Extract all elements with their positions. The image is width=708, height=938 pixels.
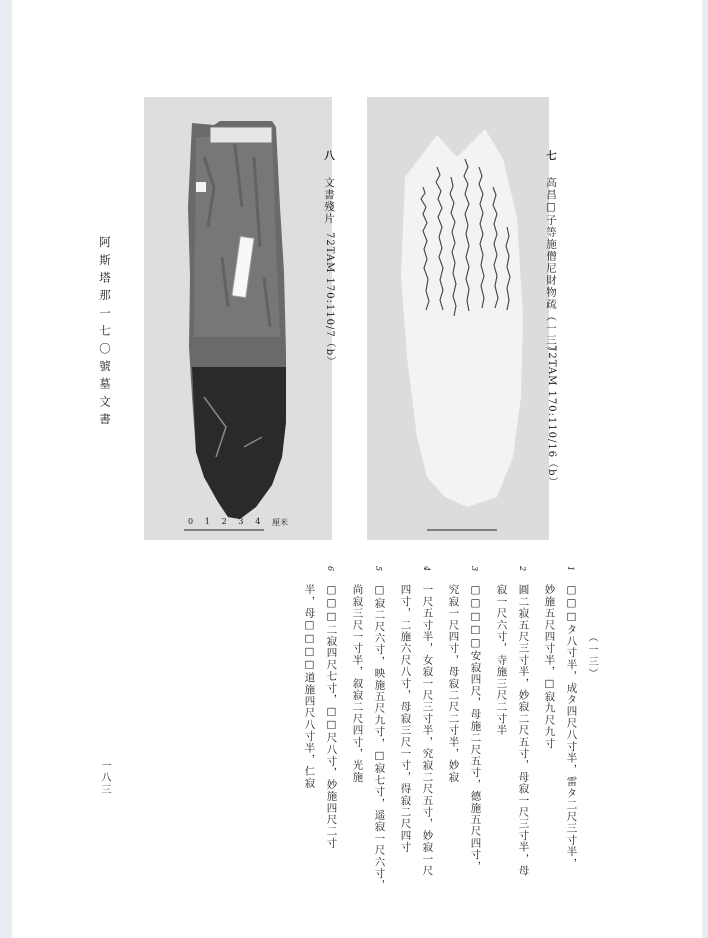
line-number: 2 <box>518 566 527 572</box>
fragment-image-7 <box>367 97 549 540</box>
line-number: 5 <box>374 566 383 572</box>
line-text: 尚寂三尺一寸半，叙寂二尺四寸，光施 <box>351 584 364 783</box>
line-text: □寂二尺六寸，映施五尺九寸，□寂七寸，遥寂一尺六寸， <box>373 584 386 892</box>
fragment-photo-7 <box>367 97 549 540</box>
line-text: 究寂一尺四寸，母寂二尺二寸半，妙寂 <box>447 584 460 783</box>
document-page <box>12 0 702 938</box>
line-number: 4 <box>422 566 431 572</box>
figure8-number: 八 <box>323 150 335 162</box>
line-number: 6 <box>326 566 335 572</box>
scale-tick-label: 1 <box>204 517 210 526</box>
line-text: 圓二寂五尺三寸半，妙寂二尺五寸，母寂一尺三寸半，母 <box>517 584 530 877</box>
figure7-title: 高昌□子等施僧尼財物疏（一三） <box>545 176 557 359</box>
line-text: □□□□□安寂四尺，母施二尺五寸，德施五尺四寸， <box>469 584 482 873</box>
line-number: 3 <box>470 566 479 572</box>
line-text: 半，母□□□□道施四尺八寸半，仁寂 <box>303 584 316 789</box>
fragment-image-8 <box>144 97 332 540</box>
fragment-photo-8 <box>144 97 332 540</box>
line-text: 一尺五寸半，女寂一尺三寸半，究寂二尺五寸，妙寂一尺 <box>421 584 434 877</box>
scale-tick-label: 3 <box>238 517 244 526</box>
figure7-caption <box>544 150 559 358</box>
running-title: 阿斯塔那一七〇號墓文書 <box>98 236 112 431</box>
line-text: 寂一尺六寸，寺施三尺二寸半 <box>495 584 508 737</box>
figure8-caption <box>322 150 337 225</box>
figure8-title: 文書殘片 <box>323 176 335 225</box>
section-label: （一三） <box>586 632 597 680</box>
scale-tick-label: 2 <box>221 517 227 526</box>
transcription <box>303 566 598 892</box>
line-text: 妙施五尺四寸半，□寂九尺九寸 <box>543 584 556 750</box>
scale-bar <box>188 517 288 528</box>
line-text: □□□タ八寸半，成タ四尺八寸半，雷タ二尺三寸半， <box>565 584 578 870</box>
line-text: □□□二寂四尺七寸，□□尺八寸，妙施四尺二寸 <box>325 584 338 849</box>
figure7-number: 七 <box>545 150 557 162</box>
scale-tick-label: 0 <box>188 517 194 526</box>
figure8-ref: 72TAM 170:110/7（b） <box>324 232 335 368</box>
scale-unit: 厘米 <box>271 518 288 527</box>
line-text: 四寸，二施六尺八寸，母寂三尺一寸，得寂二尺四寸 <box>399 584 412 854</box>
scale-tick-label: 4 <box>255 517 261 526</box>
line-number: 1 <box>566 566 575 572</box>
page-number: 一八三 <box>99 760 110 796</box>
figure7-ref: 72TAM 170:110/16（b） <box>546 345 557 488</box>
